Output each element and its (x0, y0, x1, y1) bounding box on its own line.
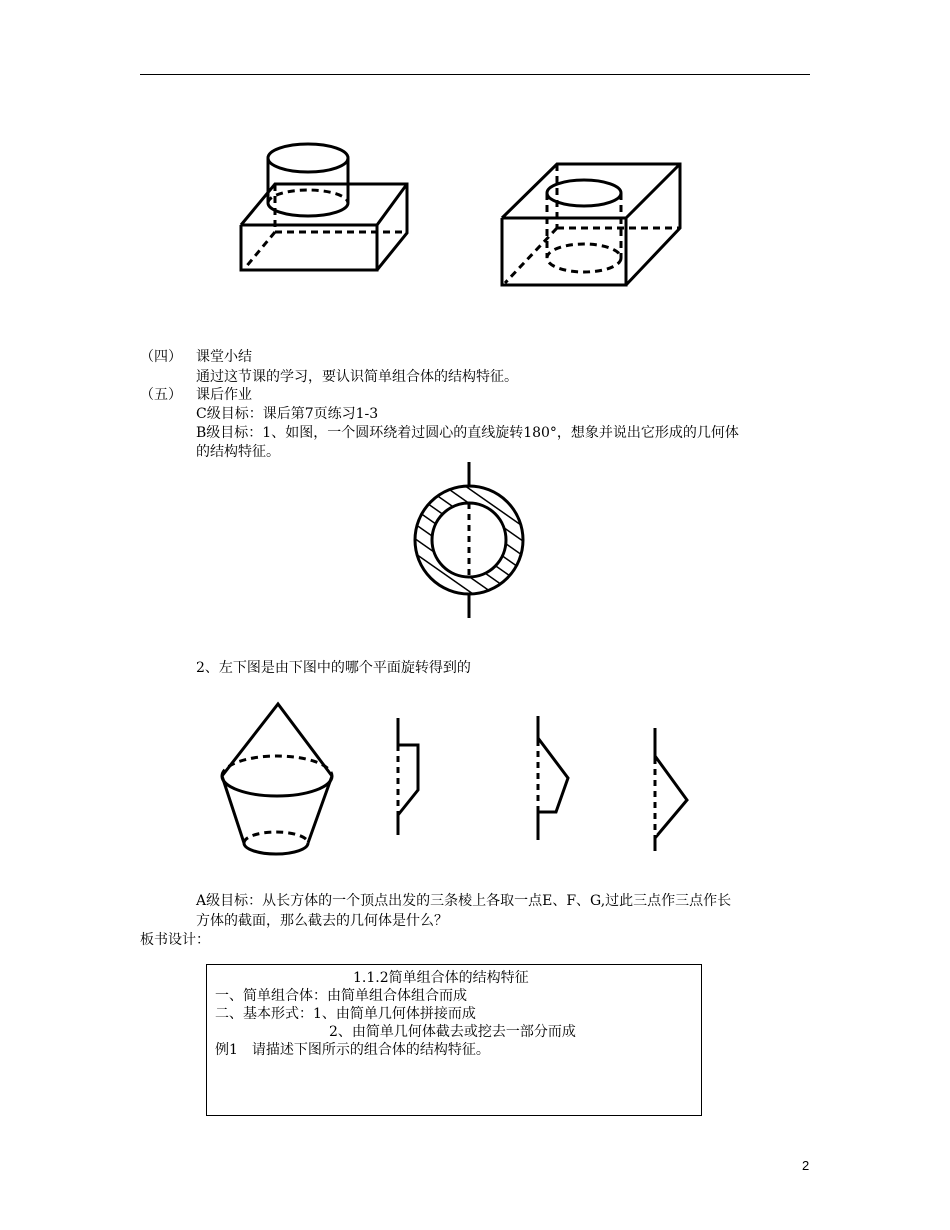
homework-q2: 2、左下图是由下图中的哪个平面旋转得到的 (196, 660, 471, 676)
homework-c-level: C级目标：课后第7页练习1-3 (196, 406, 379, 422)
homework-heading-mark: （五） (140, 387, 182, 403)
homework-b-level-line2: 的结构特征。 (196, 444, 280, 460)
board-title: 1.1.2简单组合体的结构特征 (353, 970, 529, 986)
board-line4: 例1 请描述下图所示的组合体的结构特征。 (215, 1042, 490, 1058)
homework-a-level-line1: A级目标：从长方体的一个顶点出发的三条棱上各取一点E、F、G,过此三点作三点作长 (196, 893, 732, 909)
homework-a-level-line2: 方体的截面，那么截去的几何体是什么？ (196, 913, 448, 929)
summary-heading: 课堂小结 (196, 349, 252, 365)
board-design-box (206, 964, 702, 1116)
board-line1: 一、简单组合体：由简单组合体组合而成 (215, 988, 467, 1004)
summary-text: 通过这节课的学习，要认识简单组合体的结构特征。 (196, 369, 518, 385)
homework-b-level-line1: B级目标：1、如图，一个圆环绕着过圆心的直线旋转180°，想象并说出它形成的几何体 (196, 425, 739, 441)
board-line3: 2、由简单几何体截去或挖去一部分而成 (329, 1024, 576, 1040)
summary-heading-mark: （四） (140, 349, 182, 365)
page-number: 2 (802, 1158, 810, 1173)
board-label: 板书设计： (140, 932, 210, 948)
homework-heading: 课后作业 (196, 387, 252, 403)
board-line2: 二、基本形式：1、由简单几何体拼接而成 (215, 1006, 476, 1022)
